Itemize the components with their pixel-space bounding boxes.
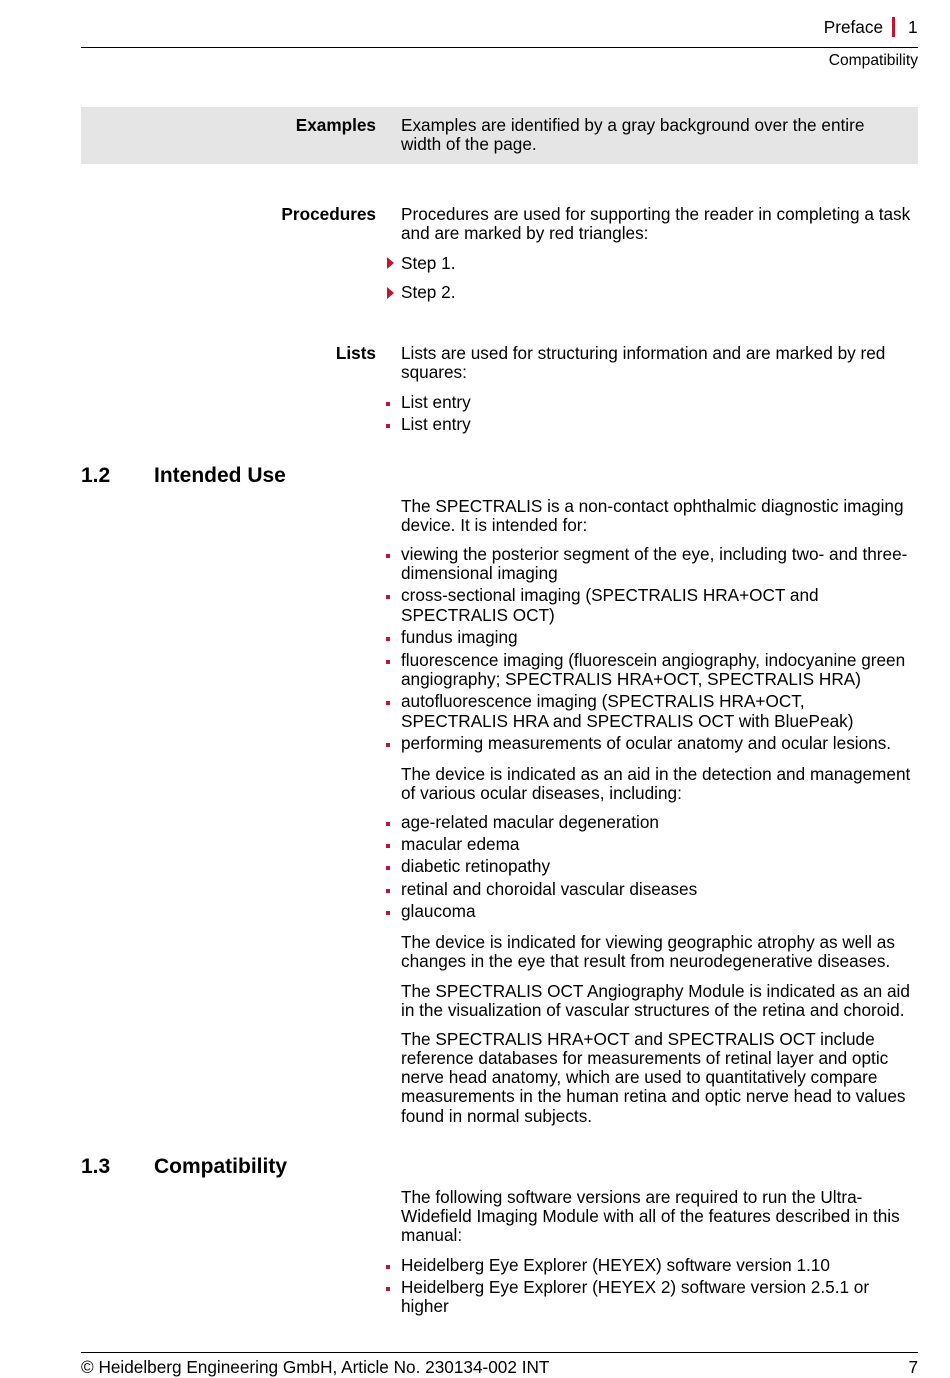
footer-copyright: © Heidelberg Engineering GmbH, Article No. 230134-002 INT xyxy=(81,1356,550,1377)
text-line: cross-sectional imaging (SPECTRALIS HRA+OCT and xyxy=(401,585,819,606)
text-line: width of the page. xyxy=(401,133,537,154)
list-item xyxy=(401,545,907,584)
red-triangle-icon xyxy=(387,257,394,269)
text-line: fluorescence imaging (fluorescein angiography, indocyanine green xyxy=(401,649,906,670)
examples-description xyxy=(401,116,864,155)
text-line: and are marked by red triangles: xyxy=(401,222,649,243)
lists-description xyxy=(401,344,885,383)
text-line: viewing the posterior segment of the eye, including two- and three- xyxy=(401,543,908,564)
list-entry-text: List entry xyxy=(401,391,471,412)
text-line: Heidelberg Eye Explorer (HEYEX) software version 1.10 xyxy=(401,1254,830,1275)
header-red-divider xyxy=(892,17,895,37)
text-line: The device is indicated for viewing geographic atrophy as well as xyxy=(401,931,895,952)
text-line: Examples are identified by a gray background over the entire xyxy=(401,114,865,135)
list-item xyxy=(401,415,471,434)
list-item xyxy=(401,902,697,921)
procedures-description xyxy=(401,205,910,244)
text-line: performing measurements of ocular anatomy and ocular lesions. xyxy=(401,733,892,754)
red-square-bullet-icon xyxy=(386,424,390,428)
text-line: glaucoma xyxy=(401,901,476,922)
intended-uses-list xyxy=(401,545,907,757)
text-line: reference databases for measurements of retinal layer and optic xyxy=(401,1047,889,1068)
list-item xyxy=(401,651,907,690)
red-square-bullet-icon xyxy=(386,595,390,599)
list-item xyxy=(401,813,697,832)
text-line: diabetic retinopathy xyxy=(401,856,551,877)
list-item xyxy=(401,254,455,273)
text-line: squares: xyxy=(401,361,467,382)
list-entries xyxy=(401,393,471,438)
text-line: Widefield Imaging Module with all of the features described in this xyxy=(401,1205,900,1226)
section-number: 1.3 xyxy=(81,1155,111,1178)
text-line: manual: xyxy=(401,1225,463,1246)
indication-paragraph xyxy=(401,765,910,804)
text-line: higher xyxy=(401,1296,449,1317)
procedures-label: Procedures xyxy=(281,203,376,224)
text-line: of various ocular diseases, including: xyxy=(401,782,682,803)
section-number: 1.2 xyxy=(81,464,111,487)
red-square-bullet-icon xyxy=(386,889,390,893)
list-item xyxy=(401,1256,869,1275)
list-entry-text: List entry xyxy=(401,413,471,434)
databases-paragraph xyxy=(401,1030,905,1126)
list-item xyxy=(401,393,471,412)
text-line: fundus imaging xyxy=(401,627,518,648)
red-square-bullet-icon xyxy=(386,844,390,848)
list-item xyxy=(401,283,455,302)
running-header-chapter-number: 1 xyxy=(908,16,918,37)
text-line: in the visualization of vascular structures of the retina and choroid. xyxy=(401,999,905,1020)
red-triangle-icon xyxy=(387,287,394,299)
atrophy-paragraph xyxy=(401,933,895,972)
text-line: The SPECTRALIS is a non-contact ophthalmic diagnostic imaging xyxy=(401,495,904,516)
text-line: nerve head anatomy, which are used to quantitatively compare xyxy=(401,1067,878,1088)
list-item xyxy=(401,692,907,731)
red-square-bullet-icon xyxy=(386,822,390,826)
text-line: The following software versions are required to run the Ultra- xyxy=(401,1186,863,1207)
text-line: autofluorescence imaging (SPECTRALIS HRA+OCT, xyxy=(401,691,805,712)
compatibility-intro xyxy=(401,1188,900,1246)
text-line: dimensional imaging xyxy=(401,562,558,583)
angiography-paragraph xyxy=(401,982,910,1021)
text-line: The SPECTRALIS HRA+OCT and SPECTRALIS OCT include xyxy=(401,1028,875,1049)
text-line: macular edema xyxy=(401,833,520,854)
text-line: changes in the eye that result from neurodegenerative diseases. xyxy=(401,950,891,971)
list-item xyxy=(401,857,697,876)
diseases-list xyxy=(401,813,697,925)
text-line: device. It is intended for: xyxy=(401,514,588,535)
list-item xyxy=(401,586,907,625)
red-square-bullet-icon xyxy=(386,554,390,558)
list-item xyxy=(401,880,697,899)
red-square-bullet-icon xyxy=(386,1287,390,1291)
step-text: Step 2. xyxy=(401,282,456,303)
text-line: The device is indicated as an aid in the detection and management xyxy=(401,763,911,784)
list-item xyxy=(401,734,907,753)
red-square-bullet-icon xyxy=(386,701,390,705)
procedure-steps-list xyxy=(401,254,455,314)
step-text: Step 1. xyxy=(401,252,456,273)
red-square-bullet-icon xyxy=(386,637,390,641)
text-line: Heidelberg Eye Explorer (HEYEX 2) software version 2.5.1 or xyxy=(401,1276,870,1297)
text-line: age-related macular degeneration xyxy=(401,811,659,832)
text-line: measurements in the human retina and optic nerve head to values xyxy=(401,1086,906,1107)
list-item xyxy=(401,835,697,854)
text-line: The SPECTRALIS OCT Angiography Module is indicated as an aid xyxy=(401,980,910,1001)
red-square-bullet-icon xyxy=(386,866,390,870)
lists-label: Lists xyxy=(335,342,376,363)
text-line: Lists are used for structuring information and are marked by red xyxy=(401,342,886,363)
footer-rule xyxy=(81,1352,918,1354)
section-title: Compatibility xyxy=(154,1155,288,1178)
section-title: Intended Use xyxy=(154,464,286,487)
text-line: SPECTRALIS HRA and SPECTRALIS OCT with BluePeak) xyxy=(401,710,854,731)
list-item xyxy=(401,628,907,647)
intended-use-intro xyxy=(401,497,904,536)
red-square-bullet-icon xyxy=(386,911,390,915)
text-line: Procedures are used for supporting the reader in completing a task xyxy=(401,203,911,224)
footer-page-number: 7 xyxy=(908,1356,918,1377)
text-line: retinal and choroidal vascular diseases xyxy=(401,878,698,899)
examples-label: Examples xyxy=(295,114,376,135)
text-line: angiography; SPECTRALIS HRA+OCT, SPECTRALIS HRA) xyxy=(401,668,861,689)
running-header-subsection: Compatibility xyxy=(828,52,918,69)
software-versions-list xyxy=(401,1256,869,1320)
header-rule xyxy=(81,47,918,49)
red-square-bullet-icon xyxy=(386,402,390,406)
red-square-bullet-icon xyxy=(386,743,390,747)
running-header-section: Preface xyxy=(823,16,883,37)
list-item xyxy=(401,1278,869,1317)
text-line: SPECTRALIS OCT) xyxy=(401,604,555,625)
text-line: found in normal subjects. xyxy=(401,1105,593,1126)
red-square-bullet-icon xyxy=(386,660,390,664)
red-square-bullet-icon xyxy=(386,1265,390,1269)
